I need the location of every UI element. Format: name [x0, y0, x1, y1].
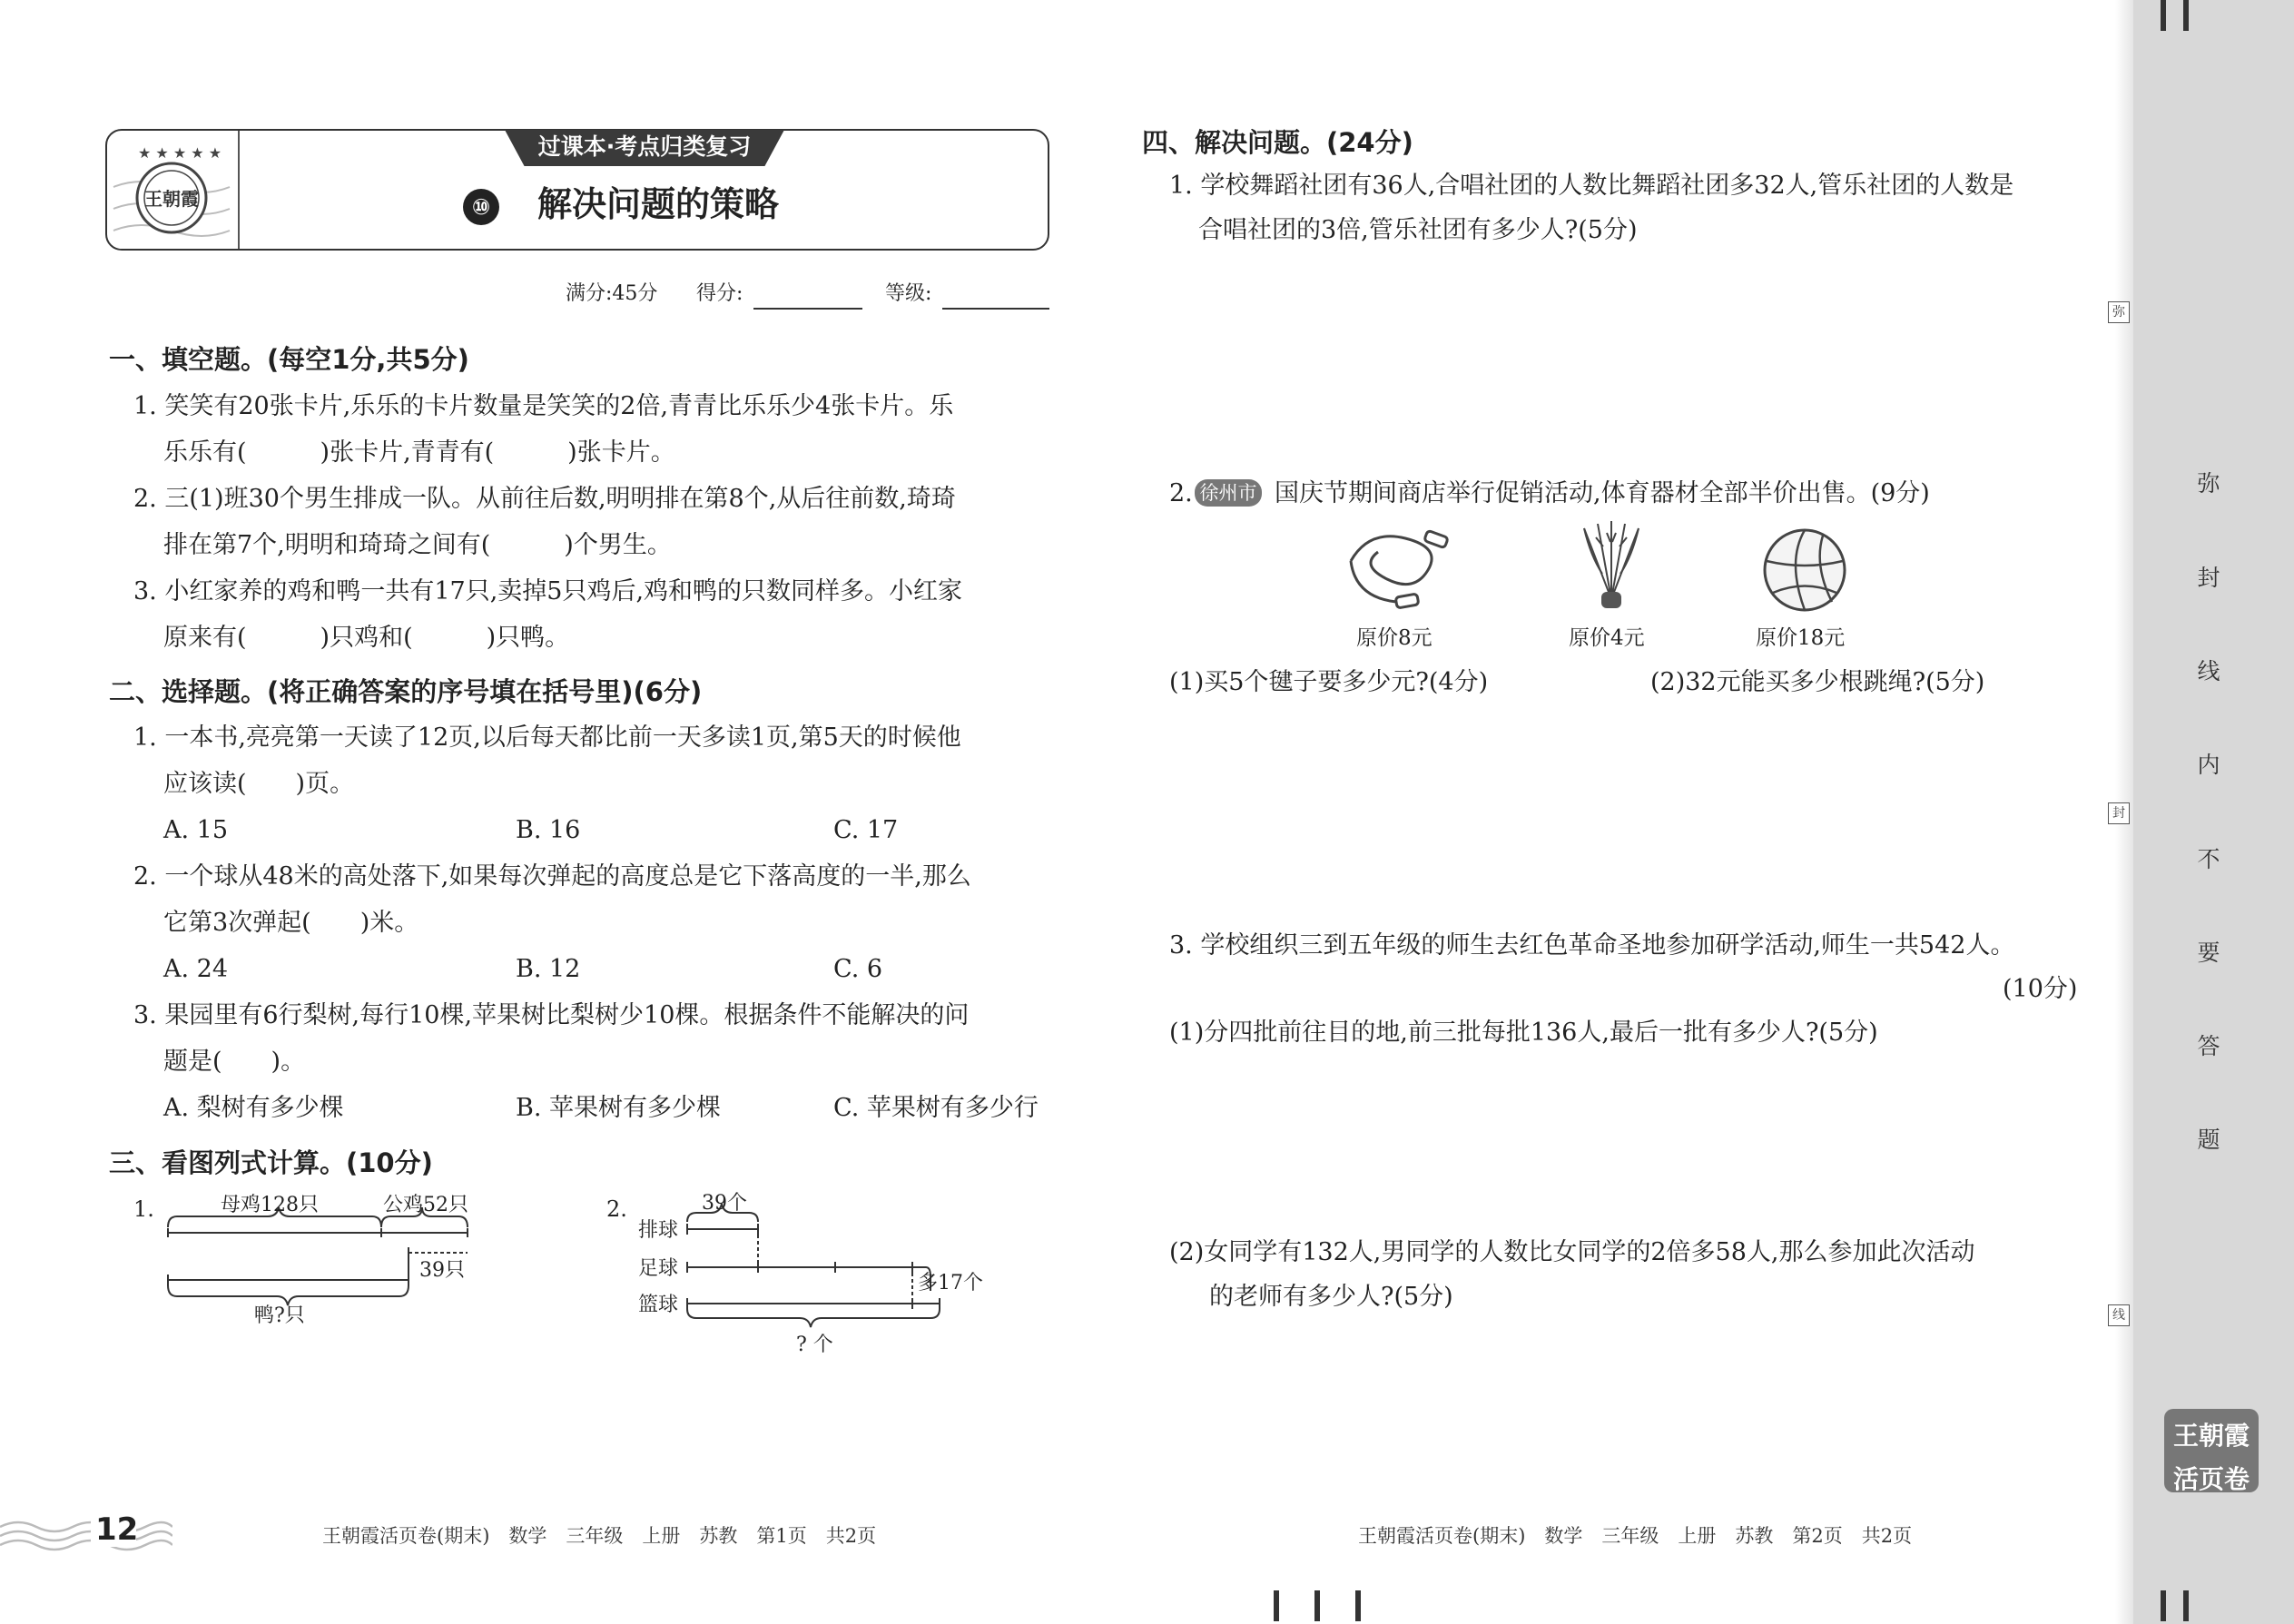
section-heading: 三、看图列式计算。(10分) [109, 1147, 433, 1178]
section-heading: 四、解决问题。(24分) [1142, 127, 1413, 158]
region-tag: 徐州市 [1195, 479, 1262, 507]
diagram-label: 39个 [702, 1192, 747, 1215]
option-c: C. 苹果树有多少行 [833, 1094, 1039, 1122]
section-heading: 一、填空题。(每空1分,共5分) [109, 344, 469, 375]
crop-mark [1274, 1590, 1279, 1621]
crop-mark [1314, 1590, 1320, 1621]
option-a: A. 梨树有多少棵 [163, 1094, 344, 1122]
seal-line-char: 答 [2197, 1033, 2220, 1059]
question-text: 3. 果园里有6行梨树,每行10棵,苹果树比梨树少10棵。根据条件不能解决的问 [133, 1001, 970, 1029]
crop-mark [2183, 1590, 2189, 1621]
price-label: 原价4元 [1569, 626, 1645, 650]
price-label: 原价8元 [1356, 626, 1433, 650]
seal-line-char: 不 [2197, 846, 2220, 872]
question-text: 1. 学校舞蹈社团有36人,合唱社团的人数比舞蹈社团多32人,管乐社团的人数是 [1169, 172, 2014, 200]
logo-emblem [109, 133, 234, 247]
diagram-label: ? 个 [796, 1334, 833, 1356]
question-text: 应该读( )页。 [163, 770, 355, 798]
page-number: 12 [95, 1511, 139, 1548]
volleyball-icon [1759, 525, 1850, 615]
sub-question: (1)分四批前往目的地,前三批每批136人,最后一批有多少人?(5分) [1169, 1019, 1878, 1047]
footer-text: 王朝霞活页卷(期末) 数学 三年级 上册 苏教 第2页 共2页 [1358, 1525, 1913, 1547]
seal-mark: 弥 [2108, 301, 2130, 323]
crop-mark [2161, 0, 2166, 31]
question-text: 国庆节期间商店举行促销活动,体育器材全部半价出售。(9分) [1275, 479, 1930, 507]
grade-field[interactable] [942, 308, 1049, 310]
page-title: 解决问题的策略 [537, 184, 780, 224]
score-label: 得分: [696, 282, 743, 305]
shuttlecock-icon [1570, 519, 1652, 619]
seal-mark: 封 [2108, 802, 2130, 824]
jump-rope-icon [1342, 525, 1460, 615]
binding-strip [2133, 0, 2294, 1624]
svg-text:王朝霞: 王朝霞 [144, 188, 199, 210]
sub-question: (1)买5个毽子要多少元?(4分) [1169, 668, 1489, 696]
option-b: B. 12 [516, 955, 581, 983]
crop-mark [2183, 0, 2189, 31]
unit-number-badge: ⑩ [463, 189, 499, 225]
diagram-label: 公鸡52只 [383, 1194, 468, 1216]
question-text: 1. 一本书,亮亮第一天读了12页,以后每天都比前一天多读1页,第5天的时候他 [133, 723, 961, 752]
question-text: 合唱社团的3倍,管乐社团有多少人?(5分) [1198, 216, 1638, 244]
segment-diagram-balls [631, 1189, 1012, 1362]
section-heading: 二、选择题。(将正确答案的序号填在括号里)(6分) [109, 676, 703, 707]
brand-name: 王朝霞 [2172, 1421, 2250, 1451]
diagram-label: 篮球 [638, 1294, 679, 1316]
diagram-label: 39只 [419, 1259, 465, 1282]
option-b: B. 苹果树有多少棵 [516, 1094, 722, 1122]
question-score: (10分) [2003, 975, 2078, 1003]
diagram-label: 足球 [638, 1257, 679, 1280]
question-text: 3. 小红家养的鸡和鸭一共有17只,卖掉5只鸡后,鸡和鸭的只数同样多。小红家 [133, 577, 963, 605]
question-text: 原来有( )只鸡和( )只鸭。 [163, 624, 570, 652]
question-text: 2. 三(1)班30个男生排成一队。从前往后数,明明排在第8个,从后往前数,琦琦 [133, 485, 956, 513]
diagram-label: 排球 [638, 1219, 679, 1242]
option-a: A. 15 [163, 816, 229, 844]
seal-line-char: 封 [2197, 565, 2220, 591]
seal-line-char: 题 [2197, 1127, 2220, 1153]
crop-mark [1355, 1590, 1361, 1621]
price-label: 原价18元 [1756, 626, 1846, 650]
question-text: 排在第7个,明明和琦琦之间有( )个男生。 [163, 531, 672, 559]
diagram-label: 母鸡128只 [221, 1194, 319, 1216]
seal-mark: 线 [2108, 1304, 2130, 1326]
diagram-number: 2. [606, 1196, 627, 1222]
sub-question: 的老师有多少人?(5分) [1209, 1283, 1453, 1311]
footer-text: 王朝霞活页卷(期末) 数学 三年级 上册 苏教 第1页 共2页 [322, 1525, 877, 1547]
brand-product: 活页卷 [2172, 1464, 2250, 1494]
diagram-number: 1. [133, 1196, 154, 1222]
diagram-label: 鸭?只 [254, 1304, 305, 1325]
question-text: 2. 一个球从48米的高处落下,如果每次弹起的高度总是它下落高度的一半,那么 [133, 862, 971, 891]
question-text: 1. 笑笑有20张卡片,乐乐的卡片数量是笑笑的2倍,青青比乐乐少4张卡片。乐 [133, 392, 954, 420]
question-text: 3. 学校组织三到五年级的师生去红色革命圣地参加研学活动,师生一共542人。 [1169, 931, 2015, 960]
score-field[interactable] [753, 308, 862, 310]
sub-question: (2)32元能买多少根跳绳?(5分) [1650, 668, 1985, 696]
grade-label: 等级: [885, 282, 932, 305]
option-c: C. 6 [833, 955, 883, 983]
full-score: 满分:45分 [566, 282, 658, 305]
question-text: 它第3次弹起( )米。 [163, 909, 419, 937]
option-b: B. 16 [516, 816, 581, 844]
seal-line-char: 线 [2197, 658, 2220, 684]
seal-line-char: 弥 [2197, 470, 2220, 497]
sub-question: (2)女同学有132人,男同学的人数比女同学的2倍多58人,那么参加此次活动 [1169, 1238, 1975, 1266]
brand-badge [2164, 1409, 2259, 1492]
svg-text:★ ★ ★ ★ ★: ★ ★ ★ ★ ★ [138, 144, 222, 162]
crop-mark [2161, 1590, 2166, 1621]
question-text: 乐乐有( )张卡片,青青有( )张卡片。 [163, 438, 675, 467]
question-number: 2. [1169, 479, 1193, 507]
question-text: 题是( )。 [163, 1048, 306, 1076]
header-tab-label: 过课本·考点归类复习 [537, 133, 752, 160]
segment-diagram-chickens-ducks [159, 1189, 486, 1325]
page-wave-decoration [0, 1507, 172, 1561]
header-divider [238, 131, 240, 249]
option-c: C. 17 [833, 816, 899, 844]
diagram-label: 多17个 [918, 1272, 983, 1294]
option-a: A. 24 [163, 955, 229, 983]
seal-line-char: 内 [2197, 752, 2220, 778]
seal-line-char: 要 [2197, 940, 2220, 966]
